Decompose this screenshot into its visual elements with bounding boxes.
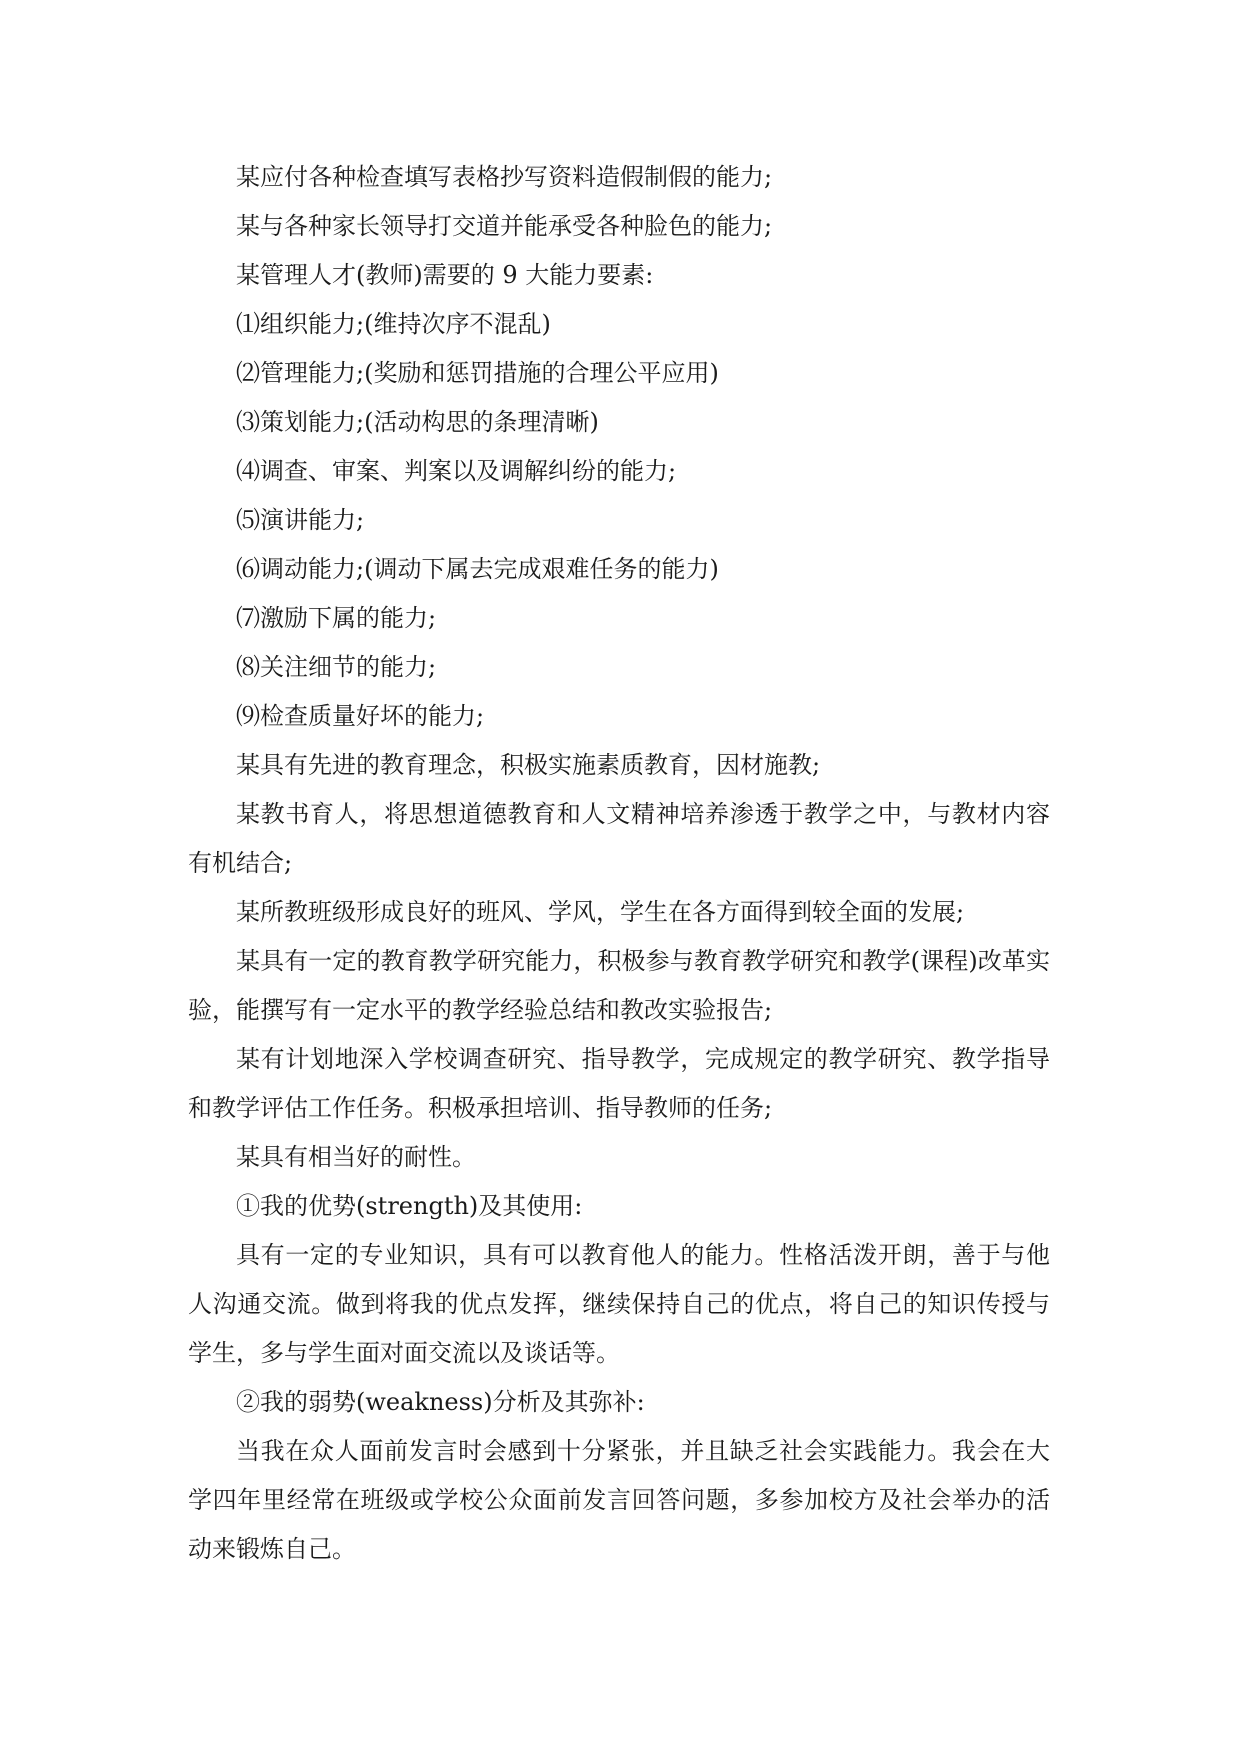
paragraph: 具有一定的专业知识，具有可以教育他人的能力。性格活泼开朗，善于与他人沟通交流。做到将我的优点发挥，继续保持自己的优点，将自己的知识传授与学生，多与学生面对面交流以及谈话等。 (188, 1241, 1050, 1367)
paragraph: 某具有先进的教育理念，积极实施素质教育，因材施教; (236, 751, 821, 779)
paragraph: 某有计划地深入学校调查研究、指导教学，完成规定的教学研究、教学指导和教学评估工作任务。积极承担培训、指导教师的任务; (188, 1045, 1050, 1122)
section-heading: ②我的弱势(weakness)分析及其弥补: (236, 1388, 645, 1416)
document-body (188, 153, 1050, 1574)
list-item: ⑼检查质量好坏的能力; (236, 702, 485, 730)
paragraph: 某应付各种检查填写表格抄写资料造假制假的能力; (236, 163, 773, 191)
paragraph: 某教书育人，将思想道德教育和人文精神培养渗透于教学之中，与教材内容有机结合; (188, 800, 1050, 877)
list-item: ⑻关注细节的能力; (236, 653, 437, 681)
paragraph: 某与各种家长领导打交道并能承受各种脸色的能力; (236, 212, 773, 240)
list-item: ⑶策划能力;(活动构思的条理清晰) (236, 408, 599, 436)
paragraph: 某所教班级形成良好的班风、学风，学生在各方面得到较全面的发展; (236, 898, 965, 926)
paragraph: 某管理人才(教师)需要的 9 大能力要素: (236, 261, 654, 289)
paragraph: 某具有相当好的耐性。 (236, 1143, 476, 1171)
list-item: ⑹调动能力;(调动下属去完成艰难任务的能力) (236, 555, 719, 583)
paragraph: 某具有一定的教育教学研究能力，积极参与教育教学研究和教学(课程)改革实验，能撰写有一定水平的教学经验总结和教改实验报告; (188, 947, 1050, 1024)
list-item: ⑵管理能力;(奖励和惩罚措施的合理公平应用) (236, 359, 719, 387)
list-item: ⑸演讲能力; (236, 506, 365, 534)
paragraph: 当我在众人面前发言时会感到十分紧张，并且缺乏社会实践能力。我会在大学四年里经常在班级或学校公众面前发言回答问题，多参加校方及社会举办的活动来锻炼自己。 (188, 1437, 1050, 1563)
list-item: ⑴组织能力;(维持次序不混乱) (236, 310, 551, 338)
list-item: ⑷调查、审案、判案以及调解纠纷的能力; (236, 457, 677, 485)
list-item: ⑺激励下属的能力; (236, 604, 437, 632)
section-heading: ①我的优势(strength)及其使用: (236, 1192, 583, 1220)
